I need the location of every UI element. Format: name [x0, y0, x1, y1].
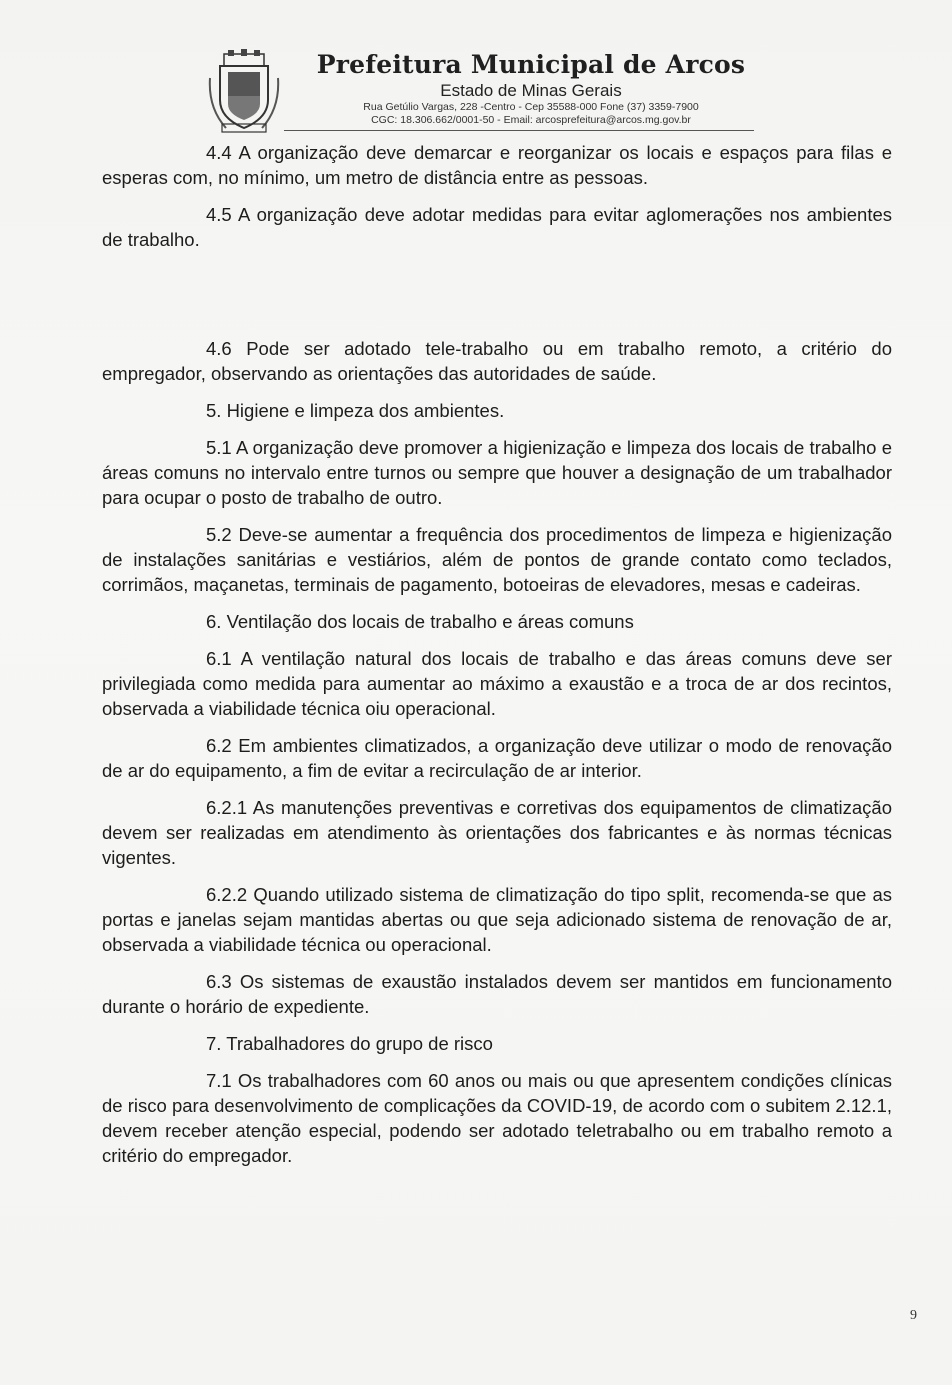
letterhead: [206, 48, 766, 138]
header-address: Rua Getúlio Vargas, 228 -Centro - Cep 35588-000 Fone (37) 3359-7900: [363, 101, 699, 113]
header-title: Prefeitura Municipal de Arcos: [316, 50, 746, 79]
document-body: [102, 140, 892, 1168]
paragraph-4-4: 4.4 A organização deve demarcar e reorganizar os locais e espaços para filas e esperas com, no mínimo, um metro de distância entre as pessoas.: [102, 142, 892, 188]
paragraph-6-3: 6.3 Os sistemas de exaustão instalados devem ser mantidos em funcionamento durante o horário de expediente.: [102, 971, 892, 1017]
header-cgc-email: CGC: 18.306.662/0001-50 - Email: arcosprefeitura@arcos.mg.gov.br: [371, 114, 691, 126]
section-heading-6: 6. Ventilação dos locais de trabalho e áreas comuns: [206, 611, 634, 632]
paragraph-5-2: 5.2 Deve-se aumentar a frequência dos procedimentos de limpeza e higienização de instalações sanitárias e vestiários, além de pontos de grande contato como teclados, corrimãos, maçanetas, terminais de pagamento, botoeiras de elevadores, mesas e cadeiras.: [102, 524, 892, 595]
page-number: 9: [910, 1308, 917, 1323]
paragraph-6-1: 6.1 A ventilação natural dos locais de trabalho e das áreas comuns deve ser privilegiada como medida para aumentar ao máximo a exaustão e a troca de ar dos recintos, observada a viabilidade técnica oiu operacional.: [102, 648, 892, 719]
paragraph-7-1: 7.1 Os trabalhadores com 60 anos ou mais ou que apresentem condições clínicas de risco para desenvolvimento de complicações da COVID-19, de acordo com o subitem 2.12.1, devem receber atenção especial, podendo ser adotado teletrabalho ou em trabalho remoto a critério do empregador.: [102, 1070, 892, 1166]
section-heading-7: 7. Trabalhadores do grupo de risco: [206, 1033, 493, 1054]
paragraph-6-2: 6.2 Em ambientes climatizados, a organização deve utilizar o modo de renovação de ar do equipamento, a fim de evitar a recirculação de ar interior.: [102, 735, 892, 781]
section-heading-5: 5. Higiene e limpeza dos ambientes.: [206, 400, 505, 421]
paragraph-6-2-2: 6.2.2 Quando utilizado sistema de climatização do tipo split, recomenda-se que as portas e janelas sejam mantidas abertas ou que seja adicionado sistema de renovação de ar, observada a viabilidade técnica ou operacional.: [102, 884, 892, 955]
header-divider: [284, 130, 754, 131]
coat-of-arms-icon: [206, 48, 282, 134]
paragraph-4-6: 4.6 Pode ser adotado tele-trabalho ou em trabalho remoto, a critério do empregador, observando as orientações das autoridades de saúde.: [102, 338, 892, 384]
paragraph-5-1: 5.1 A organização deve promover a higienização e limpeza dos locais de trabalho e áreas comuns no intervalo entre turnos ou sempre que houver a designação de um trabalhador para ocupar o posto de trabalho de outro.: [102, 437, 892, 508]
paragraph-6-2-1: 6.2.1 As manutenções preventivas e corretivas dos equipamentos de climatização devem ser realizadas em atendimento às orientações dos fabricantes e às normas técnicas vigentes.: [102, 797, 892, 868]
header-state: Estado de Minas Gerais: [440, 81, 622, 100]
paragraph-4-5: 4.5 A organização deve adotar medidas para evitar aglomerações nos ambientes de trabalho.: [102, 204, 892, 250]
